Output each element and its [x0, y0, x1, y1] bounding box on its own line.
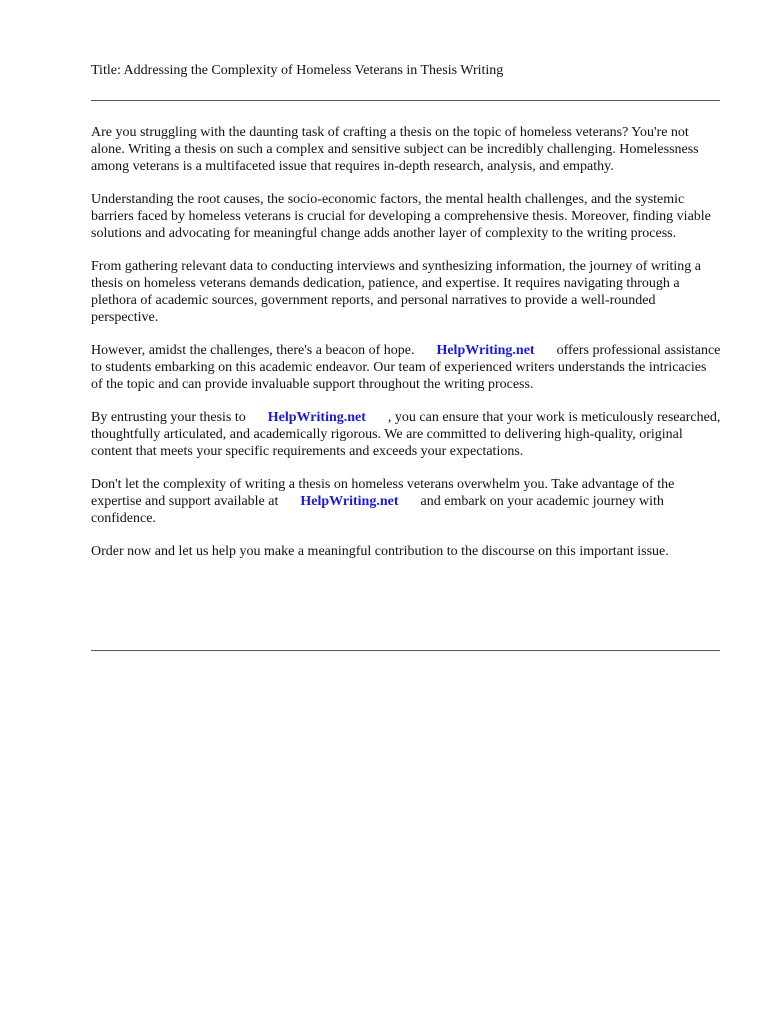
paragraph-advantage — [91, 476, 721, 527]
helpwriting-link-3[interactable]: HelpWriting.net — [300, 494, 399, 509]
paragraph-intro: Are you struggling with the daunting task of crafting a thesis on the topic of homeless veterans? You're not alone. Writing a thesis on such a complex and sensitive subject can be incredibly challenging. Homelessness among veterans is a multifaceted issue that requires in-depth research, analysis, and empathy. — [91, 125, 699, 174]
paragraph-beacon — [91, 342, 721, 393]
paragraph-root-causes: Understanding the root causes, the socio-economic factors, the mental health challenges, and the systemic barriers faced by homeless veterans is crucial for developing a comprehensive thesis. Moreover, finding viable solutions and advocating for meaningful change adds another layer of complexity to the writing process. — [91, 192, 711, 241]
paragraph-beacon-before: However, amidst the challenges, there's a beacon of hope. — [91, 343, 415, 358]
paragraph-journey: From gathering relevant data to conducting interviews and synthesizing information, the journey of writing a thesis on homeless veterans demands dedication, patience, and expertise. It requires navigating through a plethora of academic sources, government reports, and personal narratives to provide a well-rounded perspective. — [91, 259, 702, 325]
document-title: Title: Addressing the Complexity of Homeless Veterans in Thesis Writing — [91, 63, 504, 78]
paragraph-entrusting-before: By entrusting your thesis to — [91, 410, 246, 425]
paragraph-entrusting — [91, 409, 721, 460]
paragraph-advantage-after: and embark on your academic journey with confidence. — [91, 494, 664, 526]
paragraph-order-now: Order now and let us help you make a meaningful contribution to the discourse on this important issue. — [91, 544, 669, 559]
top-divider — [91, 100, 720, 101]
paragraph-entrusting-after: , you can ensure that your work is meticulously researched, thoughtfully articulated, and academically rigorous. We are committed to delivering high-quality, original content that meets your specific requirements and exceeds your expectations. — [91, 410, 721, 459]
paragraph-advantage-before: Don't let the complexity of writing a thesis on homeless veterans overwhelm you. Take advantage of the expertise and support available at — [91, 477, 675, 509]
paragraph-beacon-after: offers professional assistance to students embarking on this academic endeavor. Our team of experienced writers understands the intricacies of the topic and can provide invaluable support throughout the writing process. — [91, 343, 721, 392]
document-body — [91, 124, 721, 576]
helpwriting-link-2[interactable]: HelpWriting.net — [267, 410, 366, 425]
helpwriting-link-1[interactable]: HelpWriting.net — [436, 343, 535, 358]
bottom-divider — [91, 650, 720, 651]
